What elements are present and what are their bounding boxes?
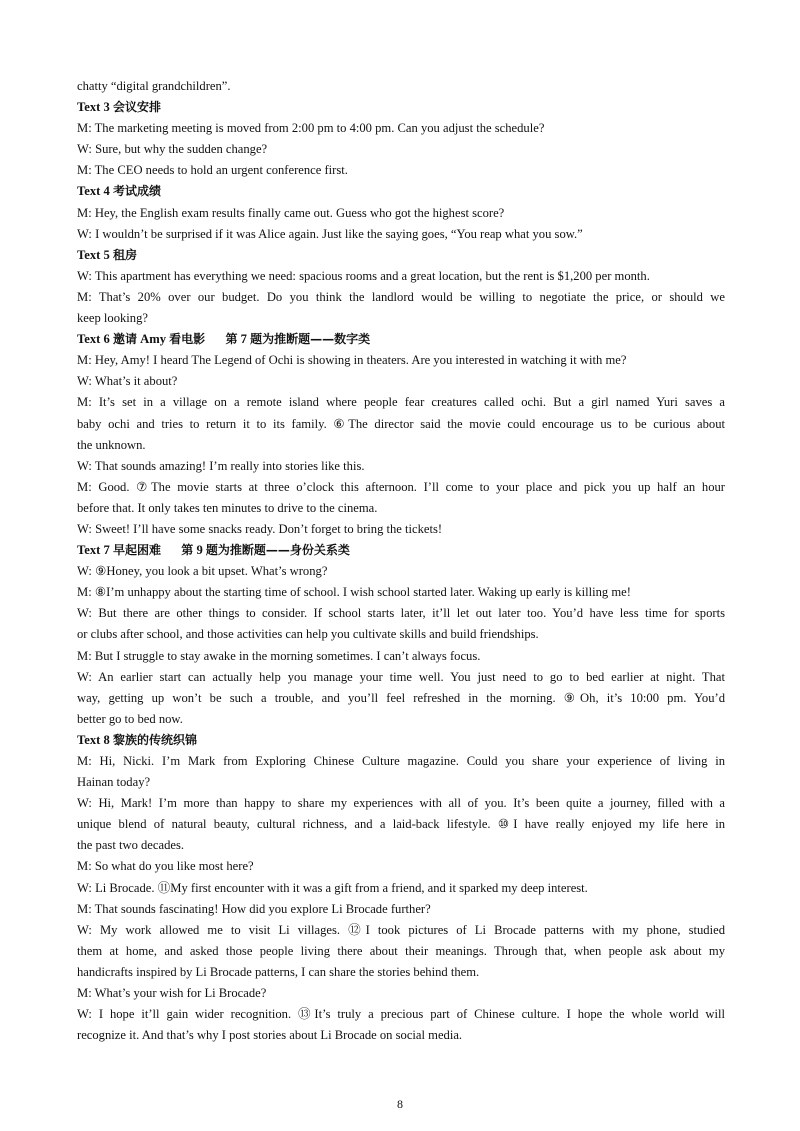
heading-title: 题为推断题——身份关系类 <box>205 543 350 558</box>
dialogue-line: the past two decades. <box>77 838 185 853</box>
dialogue-line: W: This apartment has everything we need: spacious rooms and a great location, but the rent is $1,200 per month. <box>77 268 650 283</box>
dialogue-line: W: But there are other things to consider. If school starts later, it’ll let out later too. You’d have less time for sports <box>77 606 725 621</box>
transcript-body <box>77 76 725 1046</box>
heading-title: 看电影 <box>169 332 206 347</box>
section-heading <box>77 329 725 350</box>
dialogue-line: before that. It only takes ten minutes to drive to the cinema. <box>77 500 378 515</box>
dialogue-line: M: That sounds fascinating! How did you explore Li Brocade further? <box>77 901 431 916</box>
dialogue-line: M: The CEO needs to hold an urgent conference first. <box>77 163 348 178</box>
heading-title: 题为推断题——数字类 <box>250 332 371 347</box>
dialogue-line: M: That’s 20% over our budget. Do you think the landlord would be willing to negotiate the price, or should we <box>77 289 725 304</box>
heading-title: 考试成绩 <box>112 184 161 199</box>
heading-title: 第 <box>181 543 194 558</box>
dialogue-line: M: It’s set in a village on a remote island where people fear creatures called ochi. But a girl named Yuri saves a <box>77 395 725 410</box>
dialogue-line: them at home, and asked those people living there about their meanings. Through that, when people ask about my <box>77 943 725 958</box>
heading-label: Text 4 <box>77 184 110 199</box>
dialogue-line: unique blend of natural beauty, cultural richness, and a laid-back lifestyle. ⑩I have really enjoyed my life here in <box>77 817 725 832</box>
dialogue-line: M: Hi, Nicki. I’m Mark from Exploring Chinese Culture magazine. Could you share your experience of living in <box>77 754 725 768</box>
dialogue-line: M: So what do you like most here? <box>77 859 254 874</box>
dialogue-line: M: Hey, the English exam results finally came out. Guess who got the highest score? <box>77 205 505 220</box>
dialogue-line: way, getting up won’t be such a trouble, and you’ll feel refreshed in the morning. ⑨Oh, it’s 10:00 pm. You’d <box>77 690 725 705</box>
heading-label: 9 <box>196 543 203 558</box>
heading-title: 早起困难 <box>112 543 161 558</box>
dialogue-line: the unknown. <box>77 437 146 452</box>
heading-label: Text 6 <box>77 332 110 347</box>
dialogue-line: recognize it. And that’s why I post stories about Li Brocade on social media. <box>77 1028 463 1043</box>
dialogue-line: W: Li Brocade. ⑪My first encounter with it was a gift from a friend, and it sparked my deep interest. <box>77 880 588 895</box>
section-heading <box>77 181 725 202</box>
dialogue-line: W: Hi, Mark! I’m more than happy to share my experiences with all of you. It’s been quite a journey, filled with a <box>77 796 725 811</box>
heading-title: 会议安排 <box>112 100 161 115</box>
section-heading <box>77 540 725 561</box>
dialogue-line: W: I wouldn’t be surprised if it was Alice again. Just like the saying goes, “You reap what you sow.” <box>77 226 583 241</box>
section-heading <box>77 245 725 266</box>
dialogue-line: baby ochi and tries to return it to its family. ⑥The director said the movie could encourage us to be curious about <box>77 416 725 431</box>
section-heading <box>77 730 725 751</box>
dialogue-line: M: Hey, Amy! I heard The Legend of Ochi is showing in theaters. Are you interested in watching it with me? <box>77 353 627 368</box>
heading-label: 7 <box>240 332 247 347</box>
dialogue-line: M: Good. ⑦The movie starts at three o’clock this afternoon. I’ll come to your place and pick you up half an hour <box>77 479 725 494</box>
heading-title: 黎族的传统织锦 <box>112 732 197 747</box>
dialogue-line: W: My work allowed me to visit Li villages. ⑫I took pictures of Li Brocade patterns with my phone, studied <box>77 922 725 937</box>
dialogue-line: M: The marketing meeting is moved from 2:00 pm to 4:00 pm. Can you adjust the schedule? <box>77 121 545 136</box>
dialogue-line: W: That sounds amazing! I’m really into stories like this. <box>77 458 365 473</box>
dialogue-line: W: Sure, but why the sudden change? <box>77 142 268 157</box>
dialogue-line: W: An earlier start can actually help you manage your time well. You just need to go to bed earlier at night. That <box>77 669 725 684</box>
heading-label: Text 8 <box>77 732 110 747</box>
dialogue-line: better go to bed now. <box>77 711 183 726</box>
heading-title: 租房 <box>112 247 137 262</box>
heading-label: Amy <box>140 332 166 347</box>
dialogue-line: handicrafts inspired by Li Brocade patterns, I can share the stories behind them. <box>77 964 480 979</box>
dialogue-line: W: What’s it about? <box>77 374 178 389</box>
dialogue-line: W: Sweet! I’ll have some snacks ready. Don’t forget to bring the tickets! <box>77 521 443 536</box>
dialogue-line: W: I hope it’ll gain wider recognition. ⑬It’s truly a precious part of Chinese culture. I hope the whole world will <box>77 1007 725 1022</box>
dialogue-line: M: ⑧I’m unhappy about the starting time of school. I wish school started later. Waking up early is killing me! <box>77 585 631 600</box>
dialogue-line: keep looking? <box>77 311 148 326</box>
heading-label: Text 7 <box>77 543 110 558</box>
heading-label: Text 3 <box>77 100 110 115</box>
page-number: 8 <box>397 1097 403 1111</box>
dialogue-line: or clubs after school, and those activities can help you cultivate skills and build friendships. <box>77 627 539 642</box>
heading-label: Text 5 <box>77 247 110 262</box>
dialogue-line: chatty “digital grandchildren”. <box>77 79 231 93</box>
dialogue-line: M: What’s your wish for Li Brocade? <box>77 986 267 1001</box>
dialogue-line: M: But I struggle to stay awake in the morning sometimes. I can’t always focus. <box>77 648 481 663</box>
heading-title: 邀请 <box>112 332 137 347</box>
section-heading <box>77 97 725 118</box>
dialogue-line: W: ⑨Honey, you look a bit upset. What’s wrong? <box>77 564 328 579</box>
heading-title: 第 <box>225 332 238 347</box>
dialogue-line: Hainan today? <box>77 775 151 790</box>
